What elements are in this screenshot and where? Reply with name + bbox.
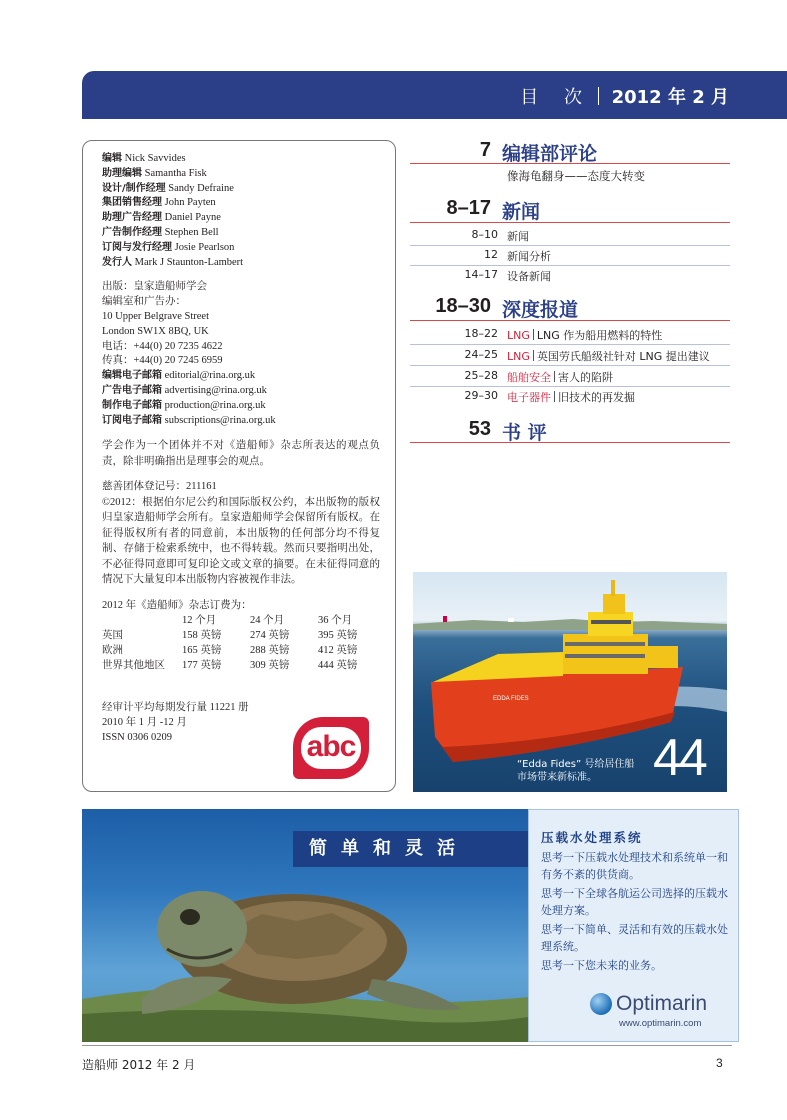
- section-title-features[interactable]: 深度报道: [502, 299, 579, 321]
- section-page: 18–30: [435, 295, 491, 317]
- optimarin-logo[interactable]: [590, 992, 720, 1016]
- email-link[interactable]: production@rina.org.uk: [164, 399, 266, 411]
- email-link[interactable]: subscriptions@rina.org.uk: [164, 414, 276, 426]
- item-page: 29–30: [464, 389, 498, 402]
- staff-row: [102, 152, 392, 167]
- staff-row: [102, 167, 392, 182]
- circulation-note: 经审计平均每期发行量 11221 册: [102, 702, 249, 714]
- mast: [611, 580, 615, 596]
- staff-row: [102, 211, 392, 226]
- item-tag: 电子器件: [507, 391, 551, 404]
- item-page: 8–10: [471, 228, 498, 241]
- item-divider: [410, 245, 730, 246]
- email-row: [102, 384, 392, 399]
- table-row: [102, 658, 357, 673]
- email-label: 订阅电子邮箱: [102, 414, 162, 426]
- window-row: [565, 654, 645, 658]
- toc-item[interactable]: [410, 389, 730, 409]
- masthead: [102, 152, 392, 746]
- caption-line: “Edda Fides” 号给居住船: [517, 759, 635, 770]
- advert-paragraph: 思考一下简单、灵活和有效的压载水处理系统。: [541, 923, 728, 953]
- superstructure: [648, 646, 678, 668]
- publisher-line: 编辑室和广告办：: [102, 296, 186, 308]
- item-title: [507, 389, 635, 405]
- item-title: 设备新闻: [507, 270, 551, 283]
- staff-role: 集团销售经理: [102, 197, 162, 209]
- spacer: [102, 673, 392, 701]
- item-text: 害人的陷阱: [558, 371, 613, 384]
- advert-slogan: 简单和灵活: [293, 831, 528, 867]
- issue-date: 2012 年 2 月: [611, 87, 729, 108]
- item-divider: [410, 344, 730, 345]
- item-page: 14–17: [464, 268, 498, 281]
- item-page: 18–22: [464, 327, 498, 340]
- email-label: 编辑电子邮箱: [102, 370, 162, 382]
- ship-photo: [413, 572, 727, 792]
- table-cell: 288 英镑: [250, 645, 290, 657]
- footer-rule: [82, 1045, 732, 1046]
- item-title: 新闻分析: [507, 250, 551, 263]
- staff-name: Sandy Defraine: [168, 182, 234, 194]
- turtle-eye: [180, 909, 200, 925]
- table-cell: 欧洲: [102, 645, 123, 657]
- table-cell: 444 英镑: [318, 660, 358, 672]
- contents-label: 目 次: [520, 87, 593, 108]
- tag-divider: [533, 350, 534, 361]
- photo-page-ref: 44: [653, 729, 705, 787]
- page-number: 3: [716, 1056, 723, 1070]
- table-row: [102, 643, 357, 658]
- item-title: [507, 327, 662, 343]
- item-page: 25–28: [464, 369, 498, 382]
- subscription-title: 2012 年《造船师》杂志订费为：: [102, 599, 252, 611]
- charity-number: 慈善团体登记号：211161: [102, 481, 217, 493]
- table-header: 36 个月: [318, 615, 353, 627]
- item-title: 新闻: [507, 230, 529, 243]
- header-divider: [598, 87, 599, 105]
- turtle-head: [157, 891, 247, 967]
- item-divider: [410, 365, 730, 366]
- table-cell: 274 英镑: [250, 630, 290, 642]
- publisher-line: London SW1X 8BQ, UK: [102, 325, 209, 337]
- item-text: LNG 作为船用燃料的特性: [536, 329, 663, 342]
- abc-logo-text: abc: [301, 727, 361, 769]
- section-rule: [410, 442, 730, 443]
- staff-role: 广告制作经理: [102, 226, 162, 238]
- brand-name: Optimarin: [616, 992, 708, 1015]
- item-page: 24–25: [464, 348, 498, 361]
- staff-name: Nick Savvides: [124, 153, 186, 164]
- section-page: 53: [468, 418, 491, 440]
- circulation-period: 2010 年 1 月 -12 月: [102, 717, 187, 729]
- publisher-line: 10 Upper Belgrave Street: [102, 310, 210, 322]
- staff-name: John Payten: [164, 197, 216, 209]
- section-desc: 像海龟翻身——态度大转变: [507, 169, 645, 183]
- header-bar: [82, 71, 787, 119]
- staff-row: [102, 196, 392, 211]
- item-title: [507, 369, 613, 385]
- table-cell: 158 英镑: [182, 630, 222, 642]
- staff-name: Josie Pearlson: [174, 241, 235, 253]
- toc-item[interactable]: [410, 268, 730, 288]
- staff-role: 发行人: [102, 256, 132, 268]
- staff-role: 助理编辑: [102, 167, 142, 179]
- photo-caption: [517, 758, 634, 784]
- optimarin-logo-icon: [590, 993, 612, 1015]
- item-tag: 船舶安全: [507, 371, 551, 384]
- staff-name: Samantha Fisk: [144, 167, 207, 179]
- staff-role: 订阅与发行经理: [102, 241, 172, 253]
- ship-name-text: EDDA FIDES: [493, 696, 529, 702]
- spacer: [102, 428, 392, 438]
- abc-logo: [293, 717, 369, 779]
- item-divider: [410, 265, 730, 266]
- staff-row: [102, 182, 392, 197]
- shore-building: [443, 616, 447, 622]
- spacer: [102, 588, 392, 598]
- staff-role: 助理广告经理: [102, 212, 162, 224]
- shore-building: [508, 618, 514, 622]
- spacer: [102, 270, 392, 280]
- tag-divider: [554, 371, 555, 382]
- email-link[interactable]: editorial@rina.org.uk: [164, 370, 256, 382]
- publisher-info: [102, 280, 392, 428]
- section-title-editorial[interactable]: 编辑部评论: [502, 143, 598, 165]
- item-page: 12: [484, 248, 498, 261]
- table-cell: 395 英镑: [318, 630, 358, 642]
- advert-title: 压载水处理系统: [541, 830, 643, 845]
- staff-name: Stephen Bell: [164, 226, 219, 238]
- staff-name: Mark J Staunton-Lambert: [134, 256, 244, 268]
- table-header-row: [102, 613, 357, 628]
- item-tag: LNG: [507, 350, 530, 363]
- table-header: 12 个月: [182, 615, 217, 627]
- section-title-news[interactable]: 新闻: [502, 201, 541, 223]
- staff-name: Daniel Payne: [164, 212, 221, 224]
- tag-divider: [533, 329, 534, 340]
- footer-publication: 造船师 2012 年 2 月: [82, 1058, 196, 1072]
- publisher-line: 出版：皇家造船师学会: [102, 281, 207, 293]
- mast: [603, 594, 625, 614]
- header-title: [520, 83, 729, 109]
- email-label: 广告电子邮箱: [102, 384, 162, 396]
- section-title-reviews[interactable]: 书 评: [502, 422, 547, 444]
- email-label: 制作电子邮箱: [102, 399, 162, 411]
- email-row: [102, 414, 392, 429]
- table-cell: 英国: [102, 630, 123, 642]
- copyright-notice: ©2012：根据伯尔尼公约和国际版权公约，本出版物的版权归皇家造船师学会所有。皇家造船师学会保留所有版权。在征得版权所有者的同意前，本出版物的任何部分均不得复制、存储于检索系统中，也不得转载。然而只要指明出处，不必征得同意即可复印论文或文章的摘要。在未征得同意的情况下大量复印本出版物内容被视作非法。: [102, 496, 380, 586]
- advert-paragraph: 思考一下您未来的业务。: [541, 959, 662, 972]
- section-page: 7: [479, 139, 491, 161]
- publisher-line: 传真：+44(0) 20 7245 6959: [102, 355, 223, 367]
- table-cell: 世界其他地区: [102, 660, 165, 672]
- disclaimer: 学会作为一个团体并不对《造船师》杂志所表达的观点负责，除非明确指出是理事会的观点。: [102, 440, 380, 467]
- item-tag: LNG: [507, 329, 530, 342]
- email-link[interactable]: advertising@rina.org.uk: [164, 384, 267, 396]
- window-row: [591, 620, 631, 624]
- advert-paragraph: 思考一下压载水处理技术和系统单一和有务不紊的供货商。: [541, 851, 728, 881]
- issn: ISSN 0306 0209: [102, 731, 173, 743]
- item-text: 旧技术的再发掘: [558, 391, 635, 404]
- table-header: 24 个月: [250, 615, 285, 627]
- shoreline: [413, 619, 727, 630]
- table-cell: 309 英镑: [250, 660, 290, 672]
- table-cell: 412 英镑: [318, 645, 358, 657]
- table-cell: 177 英镑: [182, 660, 222, 672]
- window-row: [565, 642, 645, 646]
- staff-row: [102, 241, 392, 256]
- staff-role: 设计/制作经理: [102, 182, 166, 194]
- item-title: [507, 348, 710, 364]
- spacer: [102, 469, 392, 479]
- publisher-line: 电话：+44(0) 20 7235 4622: [102, 340, 223, 352]
- tag-divider: [554, 391, 555, 402]
- table-header: [102, 613, 182, 628]
- caption-line: 市场带来新标准。: [517, 772, 597, 783]
- email-row: [102, 399, 392, 414]
- table-cell: 165 英镑: [182, 645, 222, 657]
- table-row: [102, 628, 357, 643]
- staff-role: 编辑: [102, 153, 122, 164]
- advert-paragraph: 思考一下全球各航运公司选择的压载水处理方案。: [541, 887, 728, 917]
- staff-row: [102, 226, 392, 241]
- item-divider: [410, 386, 730, 387]
- item-text: 英国劳氏船级社针对 LNG 提出建议: [536, 350, 710, 363]
- section-page: 8–17: [446, 197, 491, 219]
- advert-url[interactable]: www.optimarin.com: [619, 1018, 702, 1029]
- staff-list: [102, 152, 392, 270]
- section-rule: [410, 222, 730, 223]
- email-row: [102, 369, 392, 384]
- staff-row: [102, 256, 392, 271]
- subscription-table: [102, 613, 357, 673]
